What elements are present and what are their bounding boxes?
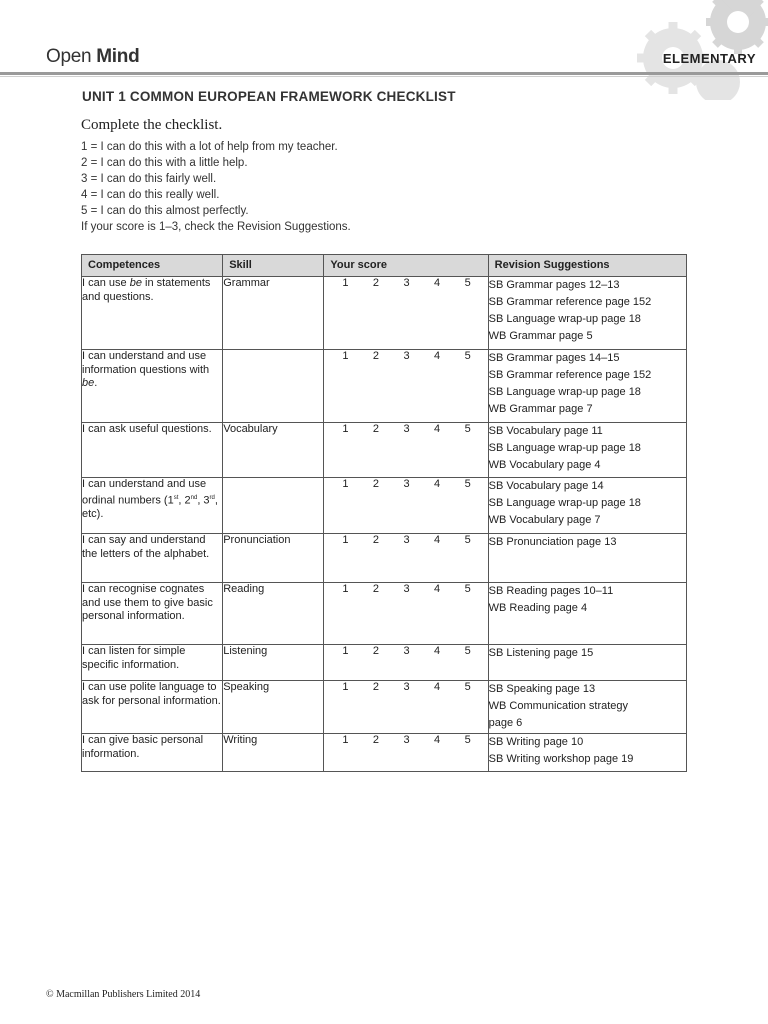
competence-cell: I can use polite language to ask for personal information. [82,681,223,734]
score-option-3[interactable]: 3 [403,350,410,362]
score-option-3[interactable]: 3 [403,645,410,657]
score-option-2[interactable]: 2 [372,583,379,595]
revision-line: SB Grammar pages 14–15 [488,352,620,364]
score-option-1[interactable]: 1 [342,583,349,595]
score-option-3[interactable]: 3 [403,681,410,693]
score-option-1[interactable]: 1 [342,277,349,289]
revision-cell [488,734,686,772]
score-option-4[interactable]: 4 [434,350,441,362]
score-option-4[interactable]: 4 [434,583,441,595]
table-row [82,277,687,350]
skill-cell: Writing [223,734,324,772]
score-cell [324,583,488,645]
gears-decoration-icon [598,0,768,100]
score-key [81,139,351,235]
revision-line: WB Reading page 4 [488,602,588,614]
revision-line: WB Grammar page 5 [488,330,593,342]
revision-line: SB Language wrap-up page 18 [488,497,641,509]
copyright-footer: © Macmillan Publishers Limited 2014 [46,989,201,1000]
key-line: 2 = I can do this with a little help. [81,157,248,169]
revision-cell [488,277,686,350]
skill-cell: Listening [223,645,324,681]
score-cell [324,423,488,478]
score-option-3[interactable]: 3 [403,423,410,435]
key-line: 3 = I can do this fairly well. [81,173,217,185]
score-option-5[interactable]: 5 [464,645,471,657]
revision-line: SB Writing page 10 [488,736,584,748]
header-competences: Competences [82,255,223,277]
revision-line: SB Writing workshop page 19 [488,753,634,765]
open-mind-logo [46,46,139,68]
header-skill: Skill [223,255,324,277]
table-row [82,423,687,478]
key-line: 1 = I can do this with a lot of help from my teacher. [81,141,338,153]
skill-cell: Vocabulary [223,423,324,478]
revision-cell [488,423,686,478]
revision-cell [488,645,686,681]
competence-cell: I can give basic personal information. [82,734,223,772]
score-option-2[interactable]: 2 [372,734,379,746]
score-option-2[interactable]: 2 [372,277,379,289]
score-option-3[interactable]: 3 [403,534,410,546]
score-option-5[interactable]: 5 [464,277,471,289]
score-option-2[interactable]: 2 [372,534,379,546]
table-row [82,734,687,772]
header-your-score: Your score [324,255,488,277]
score-option-5[interactable]: 5 [464,681,471,693]
score-cell [324,645,488,681]
score-option-4[interactable]: 4 [434,645,441,657]
table-row [82,645,687,681]
score-option-4[interactable]: 4 [434,277,441,289]
score-option-4[interactable]: 4 [434,681,441,693]
score-option-5[interactable]: 5 [464,423,471,435]
table-row [82,350,687,423]
score-option-1[interactable]: 1 [342,534,349,546]
score-option-4[interactable]: 4 [434,478,441,490]
revision-line: SB Language wrap-up page 18 [488,313,641,325]
score-option-5[interactable]: 5 [464,478,471,490]
table-row [82,478,687,534]
score-option-4[interactable]: 4 [434,734,441,746]
competence-cell: I can listen for simple specific information. [82,645,223,681]
key-line: 5 = I can do this almost perfectly. [81,205,249,217]
revision-cell [488,583,686,645]
score-cell [324,681,488,734]
skill-cell [223,350,324,423]
score-option-2[interactable]: 2 [372,423,379,435]
score-option-5[interactable]: 5 [464,583,471,595]
revision-line: WB Vocabulary page 7 [488,514,601,526]
revision-cell [488,534,686,583]
revision-line: SB Grammar reference page 152 [488,369,652,381]
revision-cell [488,681,686,734]
instruction: Complete the checklist. [81,117,223,133]
revision-line: SB Reading pages 10–11 [488,585,614,597]
score-option-2[interactable]: 2 [372,681,379,693]
revision-line: page 6 [488,717,523,729]
header-revision-suggestions: Revision Suggestions [488,255,686,277]
revision-line: SB Speaking page 13 [488,683,596,695]
score-option-5[interactable]: 5 [464,534,471,546]
score-option-1[interactable]: 1 [342,350,349,362]
table-row [82,534,687,583]
level-label: ELEMENTARY [662,51,756,66]
skill-cell: Reading [223,583,324,645]
revision-line: WB Vocabulary page 4 [488,459,601,471]
score-option-5[interactable]: 5 [464,350,471,362]
score-option-3[interactable]: 3 [403,583,410,595]
skill-cell: Pronunciation [223,534,324,583]
skill-cell: Speaking [223,681,324,734]
score-option-1[interactable]: 1 [342,681,349,693]
page-title: UNIT 1 COMMON EUROPEAN FRAMEWORK CHECKLIST [82,89,456,104]
checklist-table [81,254,687,772]
competence-cell: I can ask useful questions. [82,423,223,478]
revision-cell [488,350,686,423]
revision-line: WB Communication strategy [488,700,629,712]
header-rule-thin [0,76,768,77]
competence-cell: I can understand and use information questions with be. [82,350,223,423]
score-option-1[interactable]: 1 [342,423,349,435]
logo-mind: Mind [96,46,140,67]
score-option-4[interactable]: 4 [434,423,441,435]
revision-line: SB Pronunciation page 13 [488,536,617,548]
score-cell [324,478,488,534]
skill-cell: Grammar [223,277,324,350]
revision-line: SB Vocabulary page 11 [488,425,603,437]
revision-line: SB Grammar reference page 152 [488,296,652,308]
score-option-4[interactable]: 4 [434,534,441,546]
score-cell [324,734,488,772]
score-option-5[interactable]: 5 [464,734,471,746]
score-cell [324,534,488,583]
logo-open: Open [46,46,92,67]
revision-line: SB Vocabulary page 14 [488,480,604,492]
revision-line: SB Listening page 15 [488,647,594,659]
revision-line: SB Grammar pages 12–13 [488,279,620,291]
score-option-3[interactable]: 3 [403,478,410,490]
score-cell [324,350,488,423]
revision-line: WB Grammar page 7 [488,403,593,415]
key-line: If your score is 1–3, check the Revision Suggestions. [81,221,351,233]
score-option-1[interactable]: 1 [342,645,349,657]
score-option-3[interactable]: 3 [403,277,410,289]
score-option-1[interactable]: 1 [342,734,349,746]
score-option-2[interactable]: 2 [372,478,379,490]
table-row [82,681,687,734]
revision-line: SB Language wrap-up page 18 [488,442,641,454]
revision-cell [488,478,686,534]
score-option-3[interactable]: 3 [403,734,410,746]
table-row [82,583,687,645]
competence-cell: I can recognise cognates and use them to give basic personal information. [82,583,223,645]
revision-line: SB Language wrap-up page 18 [488,386,641,398]
score-cell [324,277,488,350]
competence-cell: I can say and understand the letters of the alphabet. [82,534,223,583]
competence-cell: I can understand and use ordinal numbers (1st, 2nd, 3rd, etc). [82,478,223,534]
table-header-row [82,255,687,277]
score-option-1[interactable]: 1 [342,478,349,490]
key-line: 4 = I can do this really well. [81,189,220,201]
skill-cell [223,478,324,534]
score-option-2[interactable]: 2 [372,645,379,657]
header-rule [0,72,768,75]
competence-cell: I can use be in statements and questions. [82,277,223,350]
score-option-2[interactable]: 2 [372,350,379,362]
